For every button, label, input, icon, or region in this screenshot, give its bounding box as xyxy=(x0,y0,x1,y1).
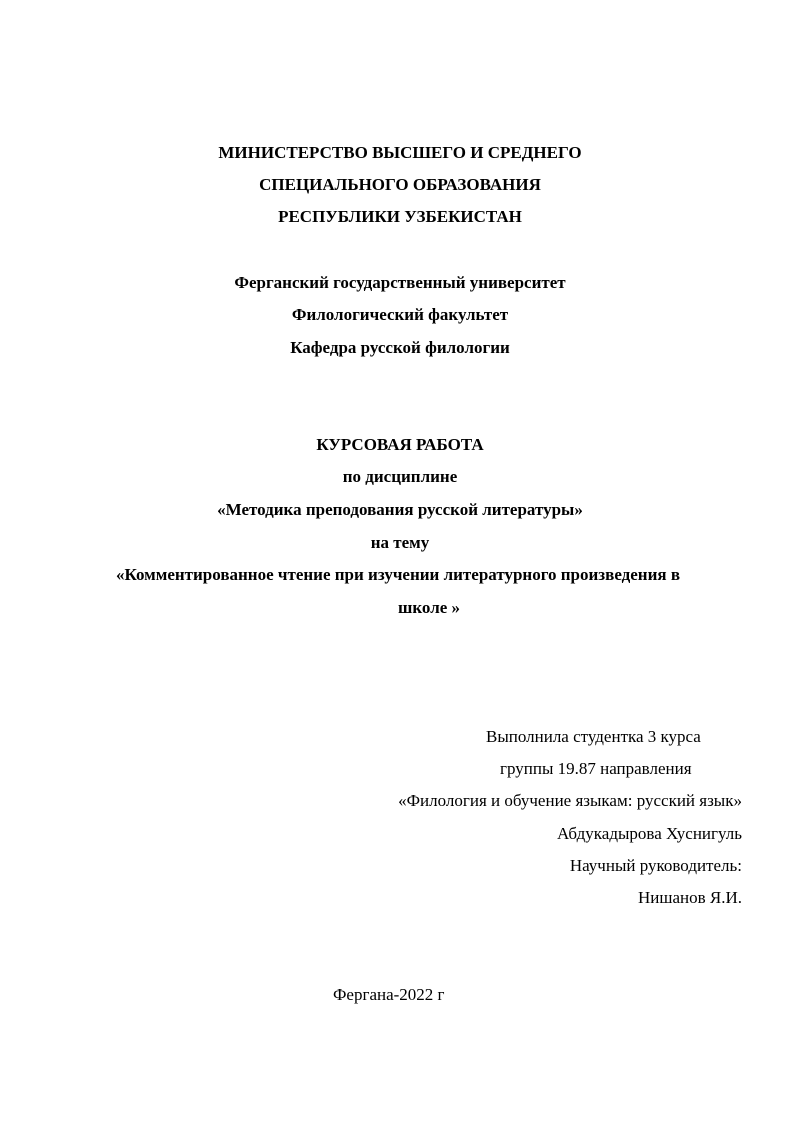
topic-line-2: школе » xyxy=(398,598,461,617)
ministry-line-3: РЕСПУБЛИКИ УЗБЕКИСТАН xyxy=(278,207,522,226)
author-line-2: группы 19.87 направления xyxy=(500,759,692,778)
work-type: КУРСОВАЯ РАБОТА xyxy=(316,435,484,454)
faculty-name: Филологический факультет xyxy=(291,305,509,324)
department-name: Кафедра русской филологии xyxy=(290,338,510,357)
discipline-title: «Методика преподования русской литературы» xyxy=(217,500,583,519)
discipline-intro: по дисциплине xyxy=(342,467,458,486)
university-name: Ферганский государственный университет xyxy=(234,273,566,292)
city-year: Фергана-2022 г xyxy=(333,985,445,1004)
supervisor-label: Научный руководитель: xyxy=(569,856,742,875)
topic-line-1: «Комментированное чтение при изучении литературного произведения в xyxy=(116,565,681,584)
author-line-3: «Филология и обучение языкам: русский язык» xyxy=(398,791,742,810)
ministry-line-1: МИНИСТЕРСТВО ВЫСШЕГО И СРЕДНЕГО xyxy=(218,143,582,162)
author-name: Абдукадырова Хуснигуль xyxy=(557,824,742,843)
ministry-line-2: СПЕЦИАЛЬНОГО ОБРАЗОВАНИЯ xyxy=(259,175,541,194)
author-line-1: Выполнила студентка 3 курса xyxy=(486,727,701,746)
topic-intro: на тему xyxy=(370,533,430,552)
supervisor-name: Нишанов Я.И. xyxy=(637,888,742,907)
